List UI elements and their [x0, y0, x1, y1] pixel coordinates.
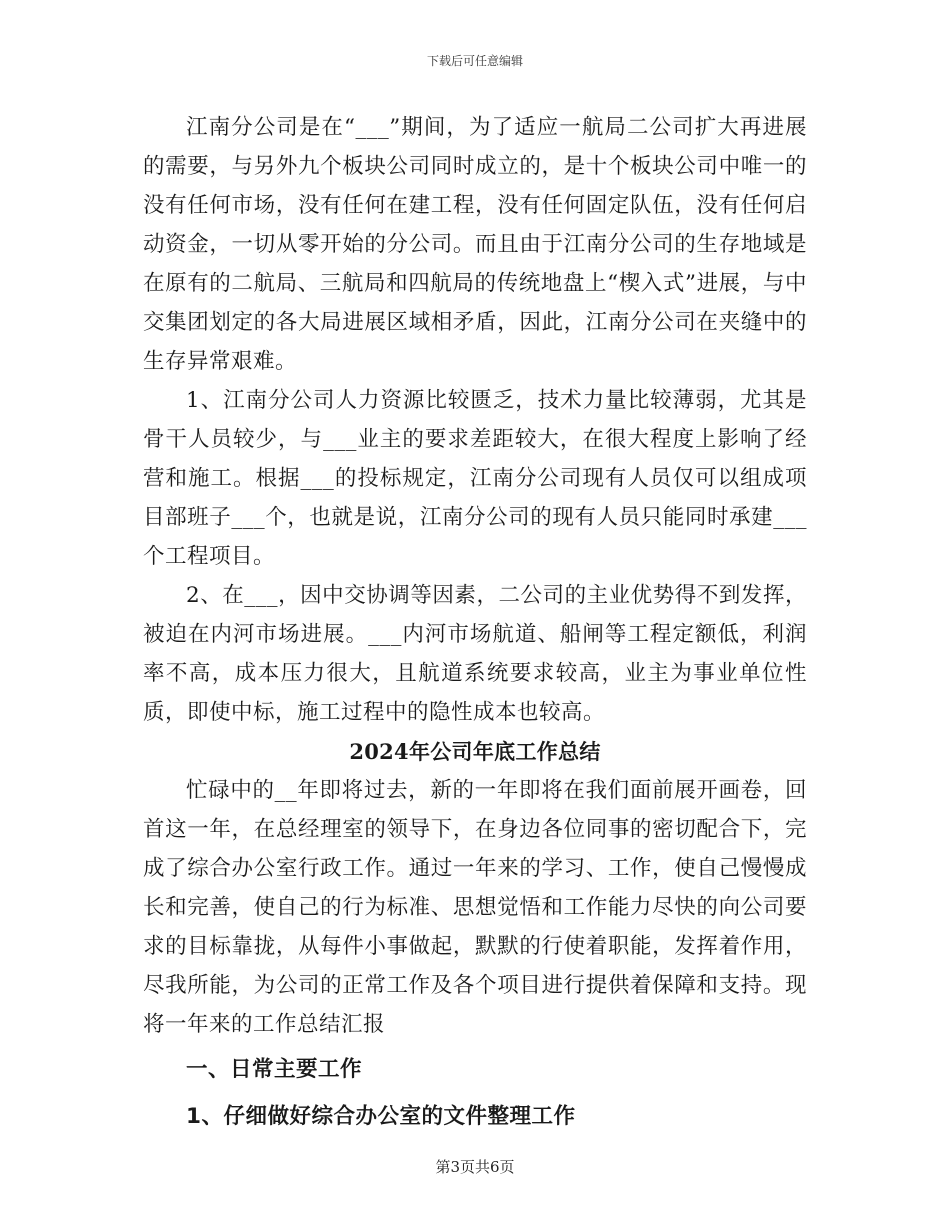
- page-header-note: 下载后可任意编辑: [426, 54, 523, 68]
- section-title: 2024年公司年底工作总结: [349, 739, 601, 764]
- paragraph-point-2: 2、在___，因中交协调等因素，二公司的主业优势得不到发挥，被迫在内河市场进展。___内河市场航道、船闸等工程定额低，利润率不高，成本压力很大，且航道系统要求较高，业主为事业单位性质，即使中标，施工过程中的隐性成本也较高。: [143, 583, 807, 725]
- heading-daily-work: 一、日常主要工作: [186, 1057, 363, 1082]
- page-number: 第3页共6页: [435, 1158, 515, 1176]
- document-body: [143, 108, 807, 1136]
- paragraph-summary-intro: 忙碌中的__年即将过去，新的一年即将在我们面前展开画卷，回首这一年，在总经理室的领导下，在身边各位同事的密切配合下，完成了综合办公室行政工作。通过一年来的学习、工作，使自己慢慢成长和完善，使自己的行为标准、思想觉悟和工作能力尽快的向公司要求的目标靠拢，从每件小事做起，默默的行使着职能，发挥着作用，尽我所能，为公司的正常工作及各个项目进行提供着保障和支持。现将一年来的工作总结汇报: [143, 778, 807, 1037]
- paragraph-background: 江南分公司是在“___”期间，为了适应一航局二公司扩大再进展的需要，与另外九个板块公司同时成立的，是十个板块公司中唯一的没有任何市场，没有任何在建工程，没有任何固定队伍，没有任何启动资金，一切从零开始的分公司。而且由于江南分公司的生存地域是在原有的二航局、三航局和四航局的传统地盘上“楔入式”进展，与中交集团划定的各大局进展区域相矛盾，因此，江南分公司在夹缝中的生存异常艰难。: [143, 115, 807, 374]
- paragraph-point-1: 1、江南分公司人力资源比较匮乏，技术力量比较薄弱，尤其是骨干人员较少，与___业主的要求差距较大，在很大程度上影响了经营和施工。根据___的投标规定，江南分公司现有人员仅可以组成项目部班子___个，也就是说，江南分公司的现有人员只能同时承建___个工程项目。: [143, 388, 807, 569]
- heading-file-organization: 1、仔细做好综合办公室的文件整理工作: [186, 1104, 576, 1129]
